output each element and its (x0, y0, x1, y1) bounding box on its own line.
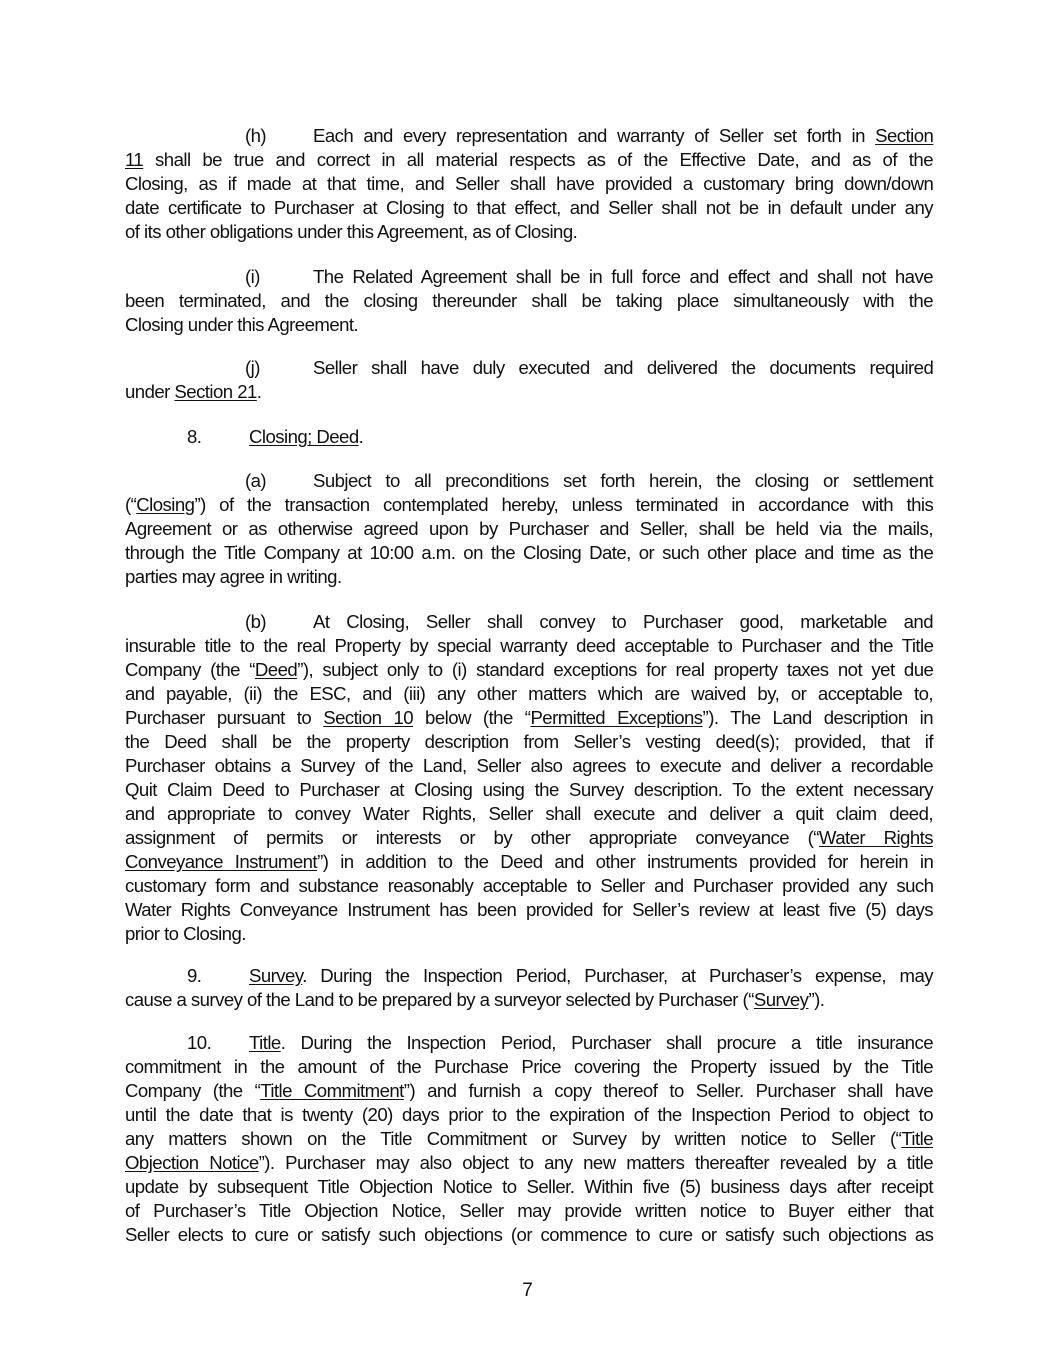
water-rights-definition-cont: Conveyance Instrument (125, 851, 318, 872)
section-9-survey: 9. Survey. During the Inspection Period, Purchaser, at Purchaser’s expense, may cause a survey of the Land to be prepared by a surveyor selected by Purchaser (“Survey”). (125, 965, 933, 1010)
clause-label: (a) (245, 470, 267, 491)
clause-8a: (a) Subject to all preconditions set forth herein, the closing or settlement (“Closing”) of the transaction contemplated hereby, unless terminated in accordance with this Agreement or as otherwise agreed upon by Purchaser and Seller, shall be held via the mails, through the Title Company at 10:00 a.m. on the Closing Date, or such other place and time as the parties may agree in writing. (125, 470, 934, 587)
clause-h: (h) Each and every representation and warranty of Seller set forth in Section 11 shall be true and correct in all material respects as of the Effective Date, and as of the Closing, as if made at that time, and Seller shall have provided a customary bring down/down date certificate to Purchaser at Closing to that effect, and Seller shall not be in default under any of its other obligations under this Agreement, as of Closing. (125, 125, 934, 242)
section-8-heading: 8. Closing; Deed. (187, 426, 364, 447)
closing-definition: Closing (136, 494, 195, 515)
clause-label: (b) (245, 611, 267, 632)
deed-definition: Deed (254, 659, 298, 680)
title-objection-notice-definition-cont: Objection Notice (125, 1152, 259, 1173)
clause-i: (i) The Related Agreement shall be in full force and effect and shall not have been terminated, and the closing thereunder shall be taking place simultaneously with the Closing under this Agreement. (125, 266, 933, 335)
permitted-exceptions-definition: Permitted Exceptions (530, 707, 703, 728)
title-objection-notice-definition: Title (901, 1128, 933, 1149)
clause-label: (i) (245, 266, 260, 287)
section-title: Closing; Deed (249, 426, 359, 447)
page-number: 7 (522, 1280, 533, 1301)
clause-8b: (b) At Closing, Seller shall convey to Purchaser good, marketable and insurable title to the real Property by special warranty deed acceptable to Purchaser and the Title Company (the “Deed”), subject only to (i) standard exceptions for real property taxes not yet due and payable, (ii) the ESC, and (iii) any other matters which are waived by, or acceptable to, Purchaser pursuant to Section 10 below (the “Permitted Exceptions”). The Land description in the Deed shall be the property description from Seller’s vesting deed(s); provided, that if Purchaser obtains a Survey of the Land, Seller also agrees to execute and deliver a recordable Quit Claim Deed to Purchaser at Closing using the Survey description. To the extent necessary and appropriate to convey Water Rights, Seller shall execute and deliver a quit claim deed, assignment of permits or interests or by other appropriate conveyance (“Water Rights Conveyance Instrument”) in addition to the Deed and other instruments provided for herein in customary form and substance reasonably acceptable to Seller and Purchaser provided any such Water Rights Conveyance Instrument has been provided for Seller’s review at least five (5) days prior to Closing. (125, 611, 934, 944)
section-number: 10. (187, 1032, 212, 1053)
section-21-reference[interactable]: Section 21 (174, 381, 257, 402)
title-commitment-definition: Title Commitment (260, 1080, 404, 1101)
clause-j: (j) Seller shall have duly executed and delivered the documents required under Section 21. (125, 357, 934, 402)
clause-label: (j) (245, 357, 260, 378)
clause-label: (h) (245, 125, 267, 146)
section-10-reference[interactable]: Section 10 (323, 707, 414, 728)
section-number: 8. (187, 426, 202, 447)
section-title: Title (249, 1032, 281, 1053)
section-title: Survey (249, 965, 303, 986)
section-10-title: 10. Title. During the Inspection Period, Purchaser shall procure a title insurance commitment in the amount of the Purchase Price covering the Property issued by the Title Company (the “Title Commitment”) and furnish a copy thereof to Seller. Purchaser shall have until the date that is twenty (20) days prior to the expiration of the Inspection Period to object to any matters shown on the Title Commitment or Survey by written notice to Seller (“Title Objection Notice”). Purchaser may also object to any new matters thereafter revealed by a title update by subsequent Title Objection Notice to Seller. Within five (5) business days after receipt of Purchaser’s Title Objection Notice, Seller may provide written notice to Buyer either that Seller elects to cure or satisfy such objections (or commence to cure or satisfy such objections as (125, 1032, 934, 1245)
section-number: 9. (187, 965, 202, 986)
section-11-reference[interactable]: Section (875, 125, 934, 146)
section-11-reference-cont[interactable]: 11 (125, 149, 144, 170)
water-rights-definition: Water Rights (818, 827, 933, 848)
survey-definition: Survey (753, 989, 809, 1010)
